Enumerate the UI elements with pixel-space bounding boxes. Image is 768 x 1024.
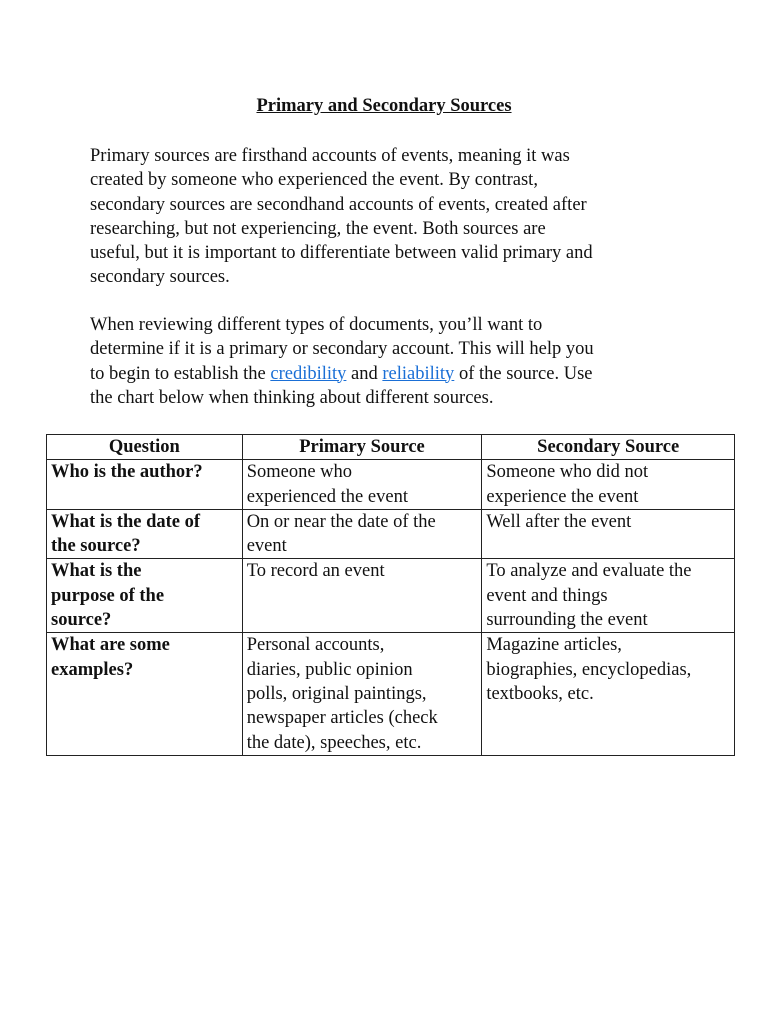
cell-line: the source? bbox=[51, 536, 141, 557]
cell-line: surrounding the event bbox=[486, 610, 648, 631]
header-secondary-source: Secondary Source bbox=[482, 435, 735, 460]
paragraph-line: the chart below when thinking about different sources. bbox=[90, 387, 494, 408]
cell-line: biographies, encyclopedias, bbox=[486, 659, 692, 680]
instructions-paragraph bbox=[90, 313, 690, 410]
cell-line: source? bbox=[51, 610, 112, 631]
cell-line: Well after the event bbox=[486, 511, 632, 532]
cell-line: the date), speeches, etc. bbox=[246, 732, 422, 753]
table-row bbox=[47, 460, 735, 510]
cell-line: Personal accounts, bbox=[246, 635, 385, 656]
header-question: Question bbox=[47, 435, 243, 460]
text: to begin to establish the bbox=[90, 363, 271, 384]
paragraph-line bbox=[90, 362, 690, 386]
paragraph-line: created by someone who experienced the event. By contrast, bbox=[90, 170, 538, 191]
cell-line: Someone who did not bbox=[486, 462, 649, 483]
header-primary-source: Primary Source bbox=[242, 435, 482, 460]
secondary-source-cell bbox=[482, 633, 735, 755]
cell-line: Who is the author? bbox=[51, 462, 203, 483]
page-title: Primary and Secondary Sources bbox=[256, 96, 512, 116]
cell-line: Magazine articles, bbox=[486, 635, 622, 656]
cell-line: diaries, public opinion bbox=[246, 659, 413, 680]
cell-line: What are some bbox=[51, 635, 170, 656]
secondary-source-cell bbox=[482, 509, 735, 559]
reliability-link[interactable]: reliability bbox=[382, 363, 455, 384]
question-cell bbox=[47, 460, 243, 510]
table-header-row bbox=[47, 435, 735, 460]
paragraph-line: secondary sources are secondhand accounts of events, created after bbox=[90, 194, 587, 215]
cell-line: newspaper articles (check bbox=[246, 708, 438, 729]
cell-line: What is the date of bbox=[51, 511, 201, 532]
table-row bbox=[47, 509, 735, 559]
question-cell bbox=[47, 633, 243, 755]
sources-comparison-table bbox=[46, 434, 735, 756]
question-cell bbox=[47, 559, 243, 633]
primary-source-cell bbox=[242, 559, 482, 633]
paragraph-line: Primary sources are firsthand accounts of events, meaning it was bbox=[90, 146, 570, 166]
table-row bbox=[47, 559, 735, 633]
cell-line: Someone who bbox=[246, 462, 353, 483]
cell-line: textbooks, etc. bbox=[486, 683, 594, 704]
secondary-source-cell bbox=[482, 460, 735, 510]
intro-paragraph bbox=[90, 144, 690, 290]
cell-line: On or near the date of the bbox=[246, 511, 436, 532]
paragraph-line: determine if it is a primary or secondary account. This will help you bbox=[90, 339, 594, 360]
text: and bbox=[346, 363, 383, 384]
paragraph-line: researching, but not experiencing, the event. Both sources are bbox=[90, 218, 546, 239]
credibility-link[interactable]: credibility bbox=[270, 363, 347, 384]
cell-line: To analyze and evaluate the bbox=[486, 561, 692, 582]
secondary-source-cell bbox=[482, 559, 735, 633]
cell-line: event bbox=[246, 536, 287, 557]
cell-line: To record an event bbox=[246, 561, 385, 582]
primary-source-cell bbox=[242, 509, 482, 559]
cell-line: purpose of the bbox=[51, 585, 165, 606]
paragraph-line: useful, but it is important to differentiate between valid primary and bbox=[90, 243, 593, 264]
question-cell bbox=[47, 509, 243, 559]
text: of the source. Use bbox=[454, 363, 593, 384]
paragraph-line: When reviewing different types of documents, you’ll want to bbox=[90, 315, 543, 335]
cell-line: polls, original paintings, bbox=[246, 683, 427, 704]
cell-line: experience the event bbox=[486, 486, 639, 507]
table-row bbox=[47, 633, 735, 755]
cell-line: event and things bbox=[486, 585, 608, 606]
paragraph-line: secondary sources. bbox=[90, 267, 230, 288]
primary-source-cell bbox=[242, 460, 482, 510]
cell-line: experienced the event bbox=[246, 486, 408, 507]
primary-source-cell bbox=[242, 633, 482, 755]
cell-line: examples? bbox=[51, 659, 134, 680]
cell-line: What is the bbox=[51, 561, 142, 582]
